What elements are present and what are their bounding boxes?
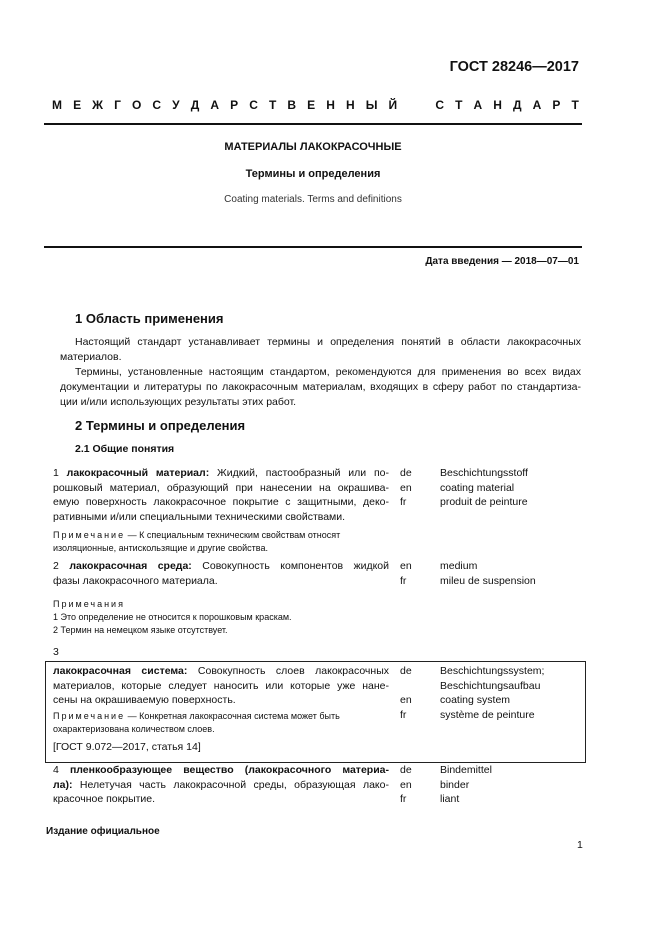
term3-source: [ГОСТ 9.072—2017, статья 14] [53,741,201,753]
header-rule [44,123,582,125]
foreign-equivalent: mileu de suspension [440,574,536,587]
lang-code: de [400,665,412,677]
foreign-equivalent: Beschichtungsaufbau [440,679,541,692]
document-subtitle: Термины и определения [245,168,381,180]
title-rule [44,246,582,248]
term4-number: 4 [53,764,59,776]
term1-equivalents [440,466,528,510]
section2-subheading: 2.1 Общие понятия [75,443,175,455]
spaced-letter: О [132,98,142,112]
term4-term-line2: ла): [53,778,73,791]
spaced-letter: Й [388,98,398,112]
spaced-letter: А [210,98,220,112]
foreign-equivalent: binder [440,778,470,791]
term1-note-line1: — К специальным техническим свойствам относят [125,530,341,540]
lang-code: fr [400,574,407,587]
term2-term: лакокрасочная среда: [69,560,192,572]
english-title: Coating materials. Terms and definitions [224,194,402,205]
term3-definition [53,664,389,708]
term3-def-line1: Совокупность слоев лакокрасочных [197,665,389,677]
spaced-letter: Р [552,98,561,112]
term3-equivalents [440,664,544,722]
term1-note-line2: изоляционные, антискользящие и другие свойства. [53,543,268,553]
foreign-equivalent: medium [440,560,478,572]
official-edition: Издание официальное [46,826,160,837]
term3-note [53,710,389,736]
lang-code: fr [400,496,407,508]
foreign-equivalent: Beschichtungsstoff [440,467,528,479]
lang-code: de [400,764,412,776]
spaced-letter: Т [268,98,277,112]
section1-p2-line2: документации и литературы по лакокрасочным материалам, входящих в сферу работ по стандартиза- [60,381,581,393]
section1-p2-line3: ции и/или использующих результаты этих работ. [60,396,297,408]
spaced-letter: В [287,98,297,112]
term3-languages [400,664,412,722]
lang-code: en [400,560,412,572]
term2-note2: 2 Термин на немецком языке отсутствует. [53,625,228,635]
standard-type-line [52,98,579,112]
term1-definition [53,466,389,524]
term3-note-label: Примечание [53,711,126,721]
term4-term-line1: пленкообразующее вещество (лакокрасочного материа- [69,764,389,776]
spaced-letter: А [532,98,542,112]
lang-code: de [400,467,412,479]
foreign-equivalent: Beschichtungssystem; [440,665,545,677]
term2-definition [53,559,389,588]
spaced-letter: Д [513,98,522,112]
spaced-letter: Ы [365,98,378,112]
spaced-letter: Т [571,98,579,112]
term2-languages [400,559,412,588]
section1-p2-line1: Термины, установленные настоящим стандартом, рекомендуются для применения во всех видах [75,366,581,378]
section1-p1-line2: материалов. [60,351,122,363]
spaced-letter: Н [345,98,355,112]
effective-date: Дата введения — 2018—07—01 [425,256,579,267]
term4-definition [53,763,389,807]
spaced-letter: Р [230,98,239,112]
term3-def-line3: сены на окрашиваемую поверхность. [53,694,236,706]
section1-paragraph1 [60,335,581,410]
spaced-letter: Е [307,98,316,112]
spaced-letter: Д [190,98,200,112]
term3-note-line2: охарактеризована количеством слоев. [53,724,215,734]
document-title: МАТЕРИАЛЫ ЛАКОКРАСОЧНЫЕ [224,141,402,153]
section1-p1-line1: Настоящий стандарт устанавливает термины и определения понятий в области лакокрасочных [75,336,581,348]
spaced-letter: Е [73,98,82,112]
term4-def-line3: красочное покрытие. [53,793,156,805]
spaced-letter: С [152,98,162,112]
term1-def-line1: Жидкий, пастообразный или по- [217,467,389,479]
term3-note-line1: — Конкретная лакокрасочная система может быть [125,711,340,721]
section2-heading: 2 Термины и определения [75,418,246,433]
term1-def-line3: емую поверхность лакокрасочное покрытие с защитными, деко- [53,496,389,508]
foreign-equivalent: Bindemittel [440,764,492,776]
term4-languages [400,763,412,807]
lang-code: en [400,778,412,791]
term2-def-line1: Совокупность компонентов жидкой [202,560,390,572]
lang-code: fr [400,708,407,721]
spaced-letter: Т [455,98,463,112]
spaced-letter: Н [493,98,502,112]
spaced-letter: Г [114,98,121,112]
term2-number: 2 [53,560,59,572]
term2-note1: 1 Это определение не относится к порошковым краскам. [53,612,292,622]
term1-def-line2: рошковый материал, образующий при нанесении на окрашива- [53,481,389,494]
page-number: 1 [577,839,583,851]
term1-term: лакокрасочный материал: [66,467,210,479]
lang-code: en [400,694,412,706]
spaced-letter: М [52,98,62,112]
spaced-letter: У [172,98,180,112]
term4-equivalents [440,763,492,807]
foreign-equivalent: coating system [440,694,511,706]
term1-languages [400,466,412,510]
term3-number: 3 [53,646,59,658]
foreign-equivalent: coating material [440,481,515,494]
spaced-letter: Ж [92,98,104,112]
spaced-letter: Н [326,98,335,112]
foreign-equivalent: liant [440,793,460,805]
term2-notes [53,598,389,637]
term2-equivalents [440,559,536,588]
spaced-letter: С [249,98,258,112]
word-gap [408,98,424,112]
term3-def-line2: материалов, которые следует наносить или которые уже нане- [53,679,389,692]
standard-number: ГОСТ 28246—2017 [449,59,579,75]
foreign-equivalent: produit de peinture [440,496,528,508]
term2-def-line2: фазы лакокрасочного материала. [53,574,218,587]
section1-heading: 1 Область применения [75,311,224,326]
foreign-equivalent: système de peinture [440,708,535,721]
term1-def-line4: ративными и/или специальными техническими свойствами. [53,510,346,523]
term4-def-line2: Нелетучая часть лакокрасочной среды, образующая лако- [79,778,389,791]
term1-note [53,529,389,555]
term3-term: лакокрасочная система: [53,665,188,677]
term1-note-label: Примечание [53,530,126,540]
spaced-letter: А [473,98,483,112]
spaced-letter: С [435,98,444,112]
lang-code: fr [400,793,407,805]
term1-number: 1 [53,467,59,479]
lang-code: en [400,481,412,494]
term2-notes-label: Примечания [53,599,125,609]
